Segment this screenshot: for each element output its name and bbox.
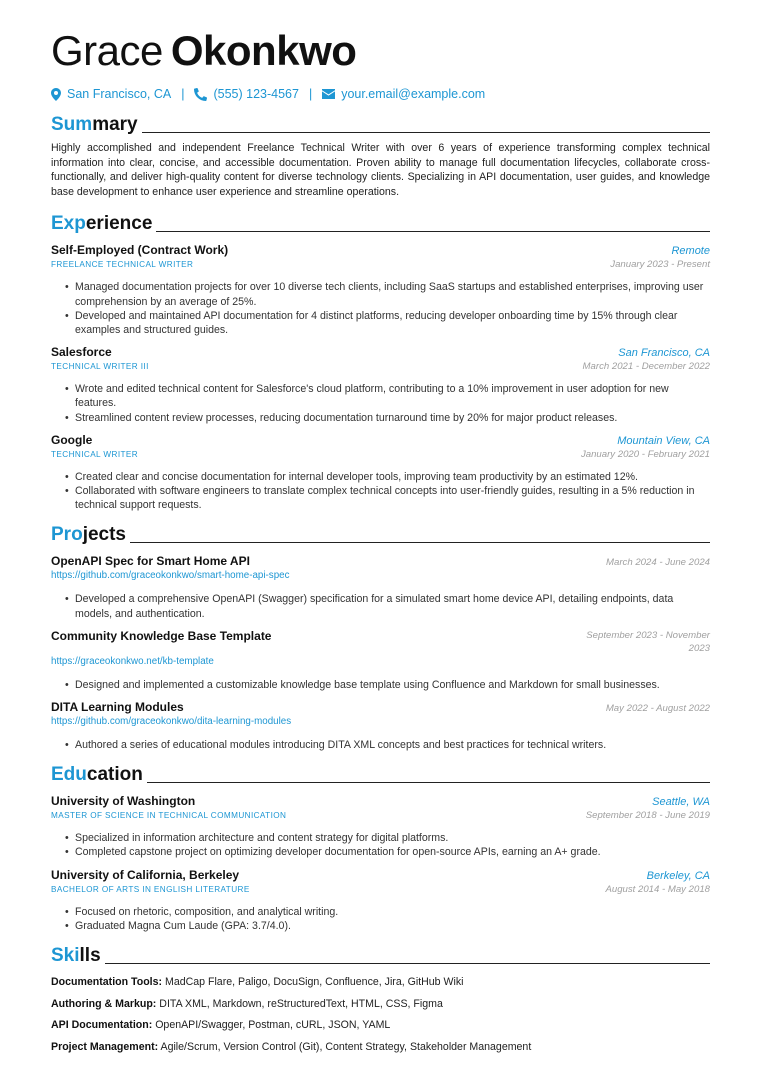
email-text[interactable]: your.email@example.com	[341, 87, 486, 101]
last-name: Okonkwo	[170, 27, 357, 74]
project-name: OpenAPI Spec for Smart Home API	[51, 554, 250, 569]
education-entry	[51, 794, 710, 859]
bullet-item: • Developed and maintained API documentation for 4 distinct platforms, reducing developer onboarding time by 15% through clear examples and structured guides.	[65, 309, 710, 337]
bullet-item: • Wrote and edited technical content for Salesforce's cloud platform, contributing to a 10% improvement in user adoption for new features.	[65, 382, 710, 410]
school-name: University of Washington	[51, 794, 196, 809]
experience-entry	[51, 345, 710, 425]
school-name: University of California, Berkeley	[51, 867, 240, 882]
project-link[interactable]: https://graceokonkwo.net/kb-template	[51, 655, 214, 667]
skill-label: Documentation Tools:	[51, 976, 163, 989]
bullet-list	[65, 592, 710, 620]
candidate-name	[51, 28, 710, 74]
summary-text: Highly accomplished and independent Freelance Technical Writer with over 6 years of experience transforming complex technical information into clear, concise, and accessible documentation. Proven ability to manage full documentation lifecycles, collaborate cross-functionally, and deliver high-quality content for diverse technology clients. Specializing in API documentation, user guides, and knowledge base development to enhance user experience and streamline operations.	[51, 142, 710, 198]
education-entry	[51, 868, 710, 933]
job-dates: March 2021 - December 2022	[582, 361, 710, 373]
project-link[interactable]: https://github.com/graceokonkwo/smart-home-api-spec	[51, 570, 290, 582]
bullet-list	[65, 280, 710, 337]
bullet-list	[65, 678, 710, 692]
project-entry	[51, 700, 710, 752]
bullet-list	[65, 738, 710, 752]
bullet-item: • Graduated Magna Cum Laude (GPA: 3.7/4.0).	[65, 919, 710, 933]
experience-entry	[51, 243, 710, 337]
skill-label: API Documentation:	[51, 1019, 153, 1032]
skill-label: Authoring & Markup:	[51, 997, 157, 1010]
degree: BACHELOR OF ARTS IN ENGLISH LITERATURE	[51, 884, 250, 894]
phone-icon	[194, 88, 207, 101]
job-location: San Francisco, CA	[618, 347, 710, 360]
education-heading: Education	[51, 762, 710, 786]
bullet-item: • Collaborated with software engineers to translate complex technical concepts into user-friendly guides, resulting in a 5% reduction in technical support requests.	[65, 484, 710, 512]
bullet-item: • Streamlined content review processes, reducing documentation turnaround time by 20% for major product releases.	[65, 411, 710, 425]
bullet-item: • Designed and implemented a customizable knowledge base template using Confluence and Markdown for small businesses.	[65, 678, 710, 692]
project-dates: September 2023 - November 2023	[586, 629, 710, 654]
school-location: Berkeley, CA	[646, 869, 710, 882]
location-item	[51, 87, 171, 101]
projects-heading: Projects	[51, 522, 710, 546]
job-dates: January 2023 - Present	[610, 259, 710, 271]
envelope-icon	[322, 89, 335, 99]
bullet-item: • Managed documentation projects for over 10 diverse tech clients, including SaaS startups and established enterprises, improving user comprehension by an average of 25%.	[65, 280, 710, 308]
section-rule	[105, 963, 710, 964]
job-location: Mountain View, CA	[617, 434, 710, 447]
skill-row	[51, 997, 710, 1011]
education-dates: August 2014 - May 2018	[605, 883, 710, 895]
skill-value: DITA XML, Markdown, reStructuredText, HTML, CSS, Figma	[159, 997, 443, 1010]
phone-text[interactable]: (555) 123-4567	[213, 87, 299, 101]
section-rule	[156, 231, 710, 232]
skill-value: OpenAPI/Swagger, Postman, cURL, JSON, YAML	[155, 1019, 391, 1032]
skill-row	[51, 975, 710, 989]
phone-item[interactable]	[194, 87, 298, 101]
experience-entry	[51, 433, 710, 513]
job-location: Remote	[671, 245, 710, 258]
school-location: Seattle, WA	[652, 796, 710, 809]
skill-value: Agile/Scrum, Version Control (Git), Content Strategy, Stakeholder Management	[160, 1040, 532, 1053]
skills-heading: Skills	[51, 943, 710, 967]
project-entry	[51, 554, 710, 620]
skills-list	[51, 975, 710, 1054]
project-name: Community Knowledge Base Template	[51, 628, 272, 643]
bullet-list	[65, 382, 710, 425]
skill-value: MadCap Flare, Paligo, DocuSign, Confluence, Jira, GitHub Wiki	[165, 976, 464, 989]
email-item[interactable]	[322, 87, 485, 101]
job-dates: January 2020 - February 2021	[580, 448, 710, 460]
bullet-list	[65, 831, 710, 859]
skill-row	[51, 1018, 710, 1032]
degree: MASTER OF SCIENCE IN TECHNICAL COMMUNICATION	[51, 811, 287, 821]
bullet-item: • Authored a series of educational modules introducing DITA XML concepts and best practices for technical writers.	[65, 738, 710, 752]
company-name: Google	[51, 432, 93, 447]
summary-heading: Summary	[51, 112, 710, 136]
company-name: Salesforce	[51, 345, 112, 360]
first-name: Grace	[51, 27, 163, 74]
bullet-item: • Focused on rhetoric, composition, and analytical writing.	[65, 905, 710, 919]
education-dates: September 2018 - June 2019	[585, 810, 710, 822]
bullet-item: • Developed a comprehensive OpenAPI (Swagger) specification for a simulated smart home device API, detailing endpoints, data models, and authentication.	[65, 592, 710, 620]
bullet-list	[65, 470, 710, 513]
project-dates: March 2024 - June 2024	[606, 557, 710, 569]
contact-separator: |	[181, 87, 185, 101]
project-entry	[51, 629, 710, 692]
contact-line	[51, 85, 710, 103]
job-role: FREELANCE TECHNICAL WRITER	[51, 260, 194, 270]
job-role: TECHNICAL WRITER III	[51, 362, 149, 372]
map-pin-icon	[51, 88, 61, 101]
experience-heading: Experience	[51, 211, 710, 235]
contact-separator: |	[308, 87, 313, 101]
section-rule	[142, 132, 710, 133]
section-rule	[130, 542, 710, 543]
project-name: DITA Learning Modules	[51, 700, 184, 715]
bullet-item: • Specialized in information architecture and content strategy for digital platforms.	[65, 831, 710, 845]
section-rule	[147, 782, 710, 783]
project-link[interactable]: https://github.com/graceokonkwo/dita-learning-modules	[51, 716, 292, 728]
location-text: San Francisco, CA	[67, 87, 172, 101]
skill-label: Project Management:	[51, 1040, 159, 1053]
skill-row	[51, 1040, 710, 1054]
bullet-list	[65, 905, 710, 933]
bullet-item: • Completed capstone project on optimizing developer documentation for open-source APIs, earning an A+ grade.	[65, 845, 710, 859]
job-role: TECHNICAL WRITER	[51, 449, 139, 459]
company-name: Self-Employed (Contract Work)	[51, 243, 229, 258]
project-dates: May 2022 - August 2022	[605, 703, 710, 715]
bullet-item: • Created clear and concise documentation for internal developer tools, improving team productivity by an estimated 12%.	[65, 470, 710, 484]
